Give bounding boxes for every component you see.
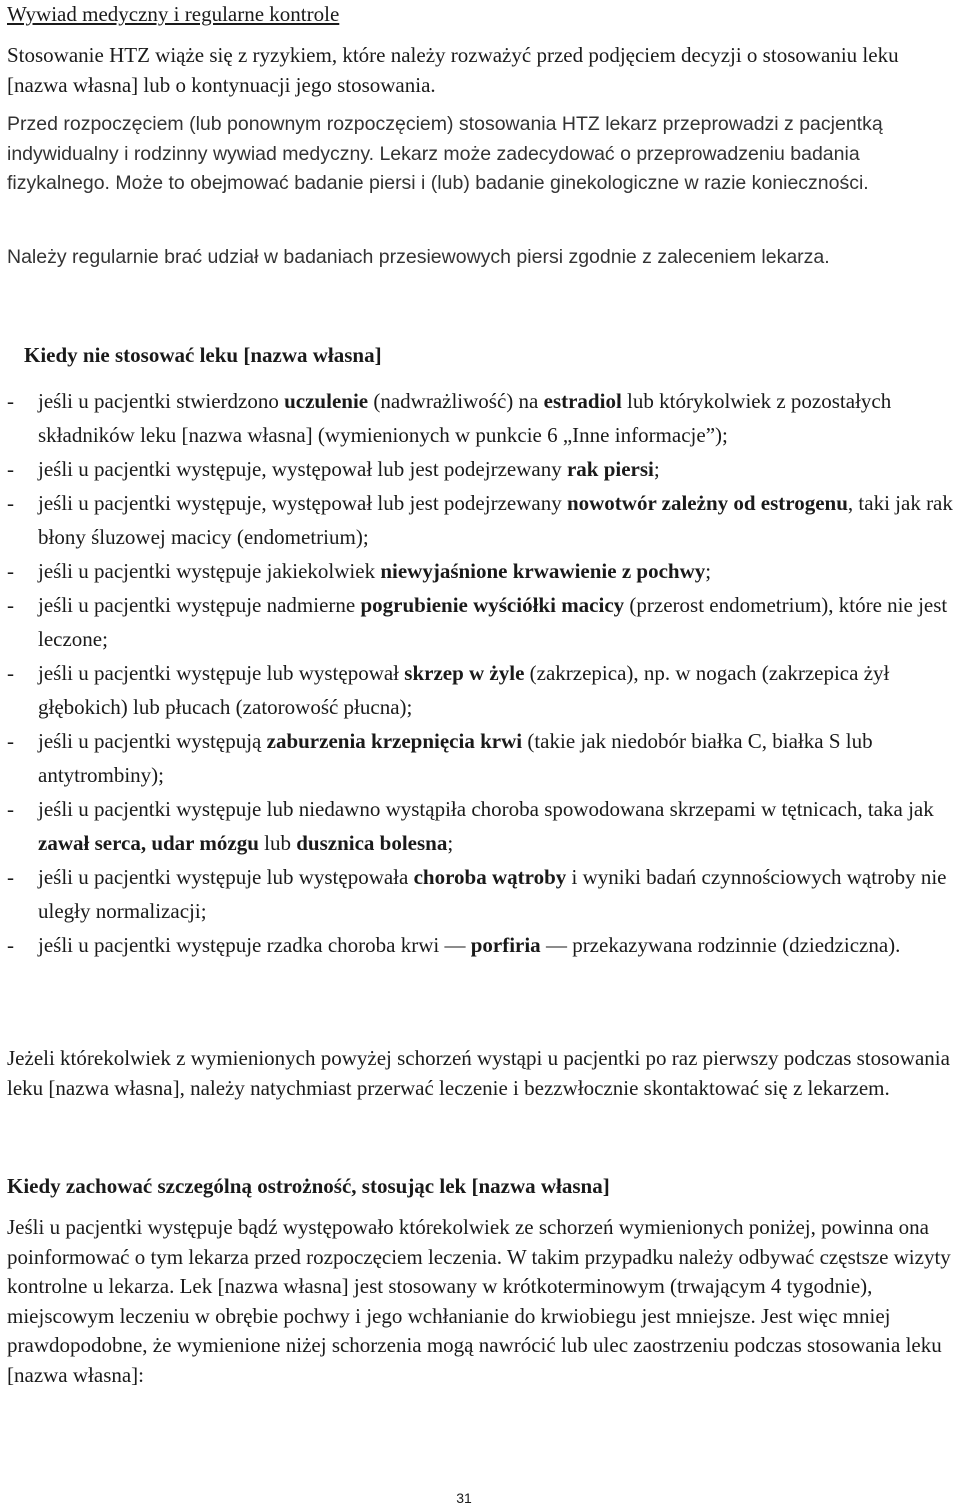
list-item: - jeśli u pacjentki występuje lub występowała choroba wątroby i wyniki badań czynnościowych wątroby nie uległy normalizacji;	[7, 865, 947, 923]
list-item: - jeśli u pacjentki występują zaburzenia krzepnięcia krwi (takie jak niedobór białka C, białka S lub antytrombiny);	[7, 729, 873, 787]
contraindications-heading: Kiedy nie stosować leku [nazwa własna]	[24, 343, 382, 367]
section-title: Wywiad medyczny i regularne kontrole	[7, 2, 340, 26]
list-item: - jeśli u pacjentki stwierdzono uczulenie (nadwrażliwość) na estradiol lub którykolwiek z pozostałych składników leku [nazwa własna] (wymienionych w punkcie 6 „Inne informacje”);	[7, 389, 892, 447]
list-item: - jeśli u pacjentki występuje lub niedawno wystąpiła choroba spowodowana skrzepami w tętnicach, taka jak zawał serca, udar mózgu lub dusznica bolesna;	[7, 797, 934, 855]
list-item: - jeśli u pacjentki występuje lub występował skrzep w żyle (zakrzepica), np. w nogach (zakrzepica żył głębokich) lub płucach (zatorowość płucna);	[7, 661, 890, 719]
discontinuation-paragraph: Jeżeli którekolwiek z wymienionych powyżej schorzeń wystąpi u pacjentki po raz pierwszy podczas stosowania leku [nazwa własna], należy natychmiast przerwać leczenie i bezzwłocznie skontaktować się z lekarzem.	[7, 1046, 950, 1100]
intro-paragraph: Stosowanie HTZ wiąże się z ryzykiem, które należy rozważyć przed podjęciem decyzji o stosowaniu leku [nazwa własna] lub o kontynuacji jego stosowania.	[7, 43, 899, 97]
page-number: 31	[456, 1490, 472, 1506]
list-item: - jeśli u pacjentki występuje rzadka choroba krwi — porfiria — przekazywana rodzinnie (dziedziczna).	[7, 933, 901, 957]
list-item: - jeśli u pacjentki występuje jakiekolwiek niewyjaśnione krwawienie z pochwy;	[7, 559, 712, 583]
screening-paragraph: Należy regularnie brać udział w badaniach przesiewowych piersi zgodnie z zaleceniem lekarza.	[7, 246, 830, 268]
medical-history-paragraph: Przed rozpoczęciem (lub ponownym rozpoczęciem) stosowania HTZ lekarz przeprowadzi z pacjentką indywidualny i rodzinny wywiad medyczny. Lekarz może zadecydować o przeprowadzeniu badania fizykalnego. Może to obejmować badanie piersi i (lub) badanie ginekologiczne w razie konieczności.	[7, 113, 883, 194]
list-item: - jeśli u pacjentki występuje, występował lub jest podejrzewany rak piersi;	[7, 457, 660, 481]
list-item: - jeśli u pacjentki występuje, występował lub jest podejrzewany nowotwór zależny od estrogenu, taki jak rak błony śluzowej macicy (endometrium);	[7, 491, 953, 549]
precautions-paragraph: Jeśli u pacjentki występuje bądź występowało którekolwiek ze schorzeń wymienionych poniżej, powinna ona poinformować o tym lekarza przed rozpoczęciem leczenia. W takim przypadku należy odbywać częstsze wizyty kontrolne u lekarza. Lek [nazwa własna] jest stosowany w krótkoterminowym (trwającym 4 tygodnie), miejscowym leczeniu w obrębie pochwy i jego wchłanianie do krwiobiegu jest mniejsze. Jest więc mniej prawdopodobne, że wymienione niżej schorzenia mogą nawrócić lub ulec zaostrzeniu podczas stosowania leku [nazwa własna]:	[7, 1215, 951, 1387]
list-item: - jeśli u pacjentki występuje nadmierne pogrubienie wyściółki macicy (przerost endometrium), które nie jest leczone;	[7, 593, 948, 651]
contraindications-list	[7, 384, 957, 962]
precautions-heading: Kiedy zachować szczególną ostrożność, stosując lek [nazwa własna]	[7, 1174, 610, 1198]
